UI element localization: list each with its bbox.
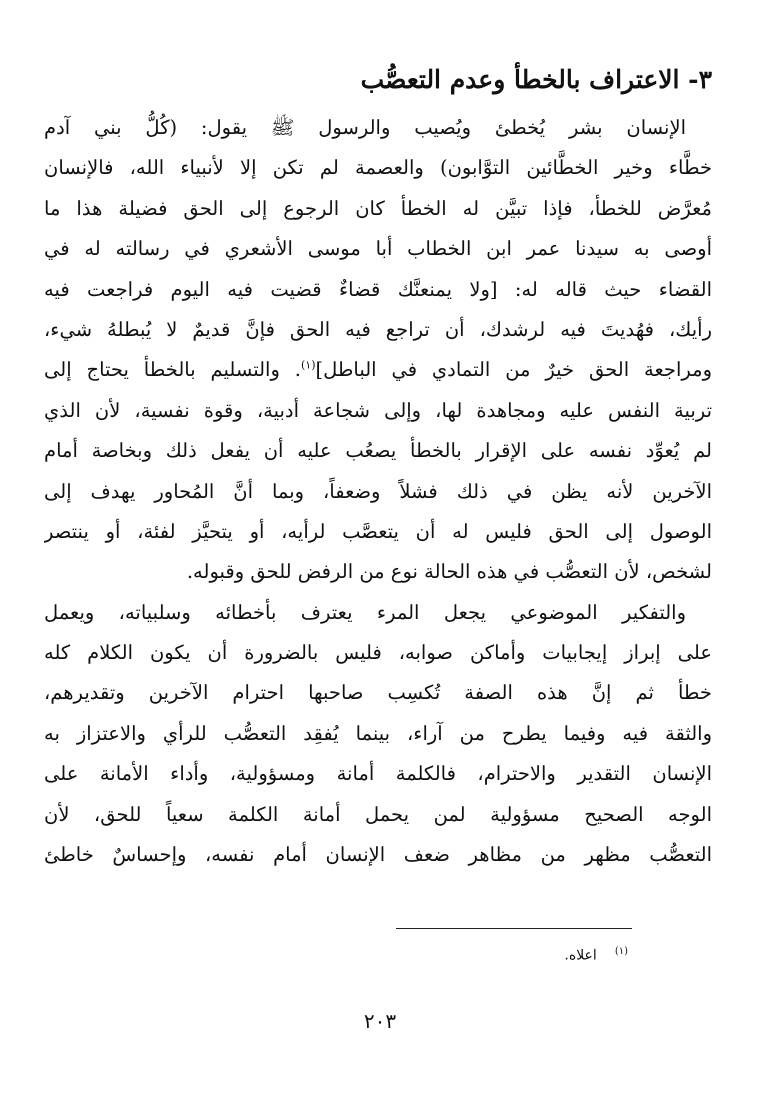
- text-line: الوصول إلى الحق فليس له أن يتعصَّب لرأيه، أو يتحيَّز لفئة، أو ينتصر: [44, 519, 712, 543]
- text-line: مُعرَّض للخطأ، فإذا تبيَّن له الخطأ كان الرجوع إلى الحق فضيلة هذا ما: [44, 196, 712, 220]
- text-line: الآخرين لأنه يظن في ذلك فشلاً وضعفاً، وبما أنَّ المُحاور يهدف إلى: [44, 479, 712, 503]
- text-line: لم يُعوِّد نفسه على الإقرار بالخطأ يصعُب عليه أن يفعل ذلك وبخاصة أمام: [44, 439, 712, 463]
- text-line: على إبراز إيجابيات وأماكن صوابه، فليس بالضرورة أن يكون الكلام كله: [44, 641, 712, 665]
- text-line: أوصى به سيدنا عمر ابن الخطاب أبا موسى الأشعري في رسالته له في: [44, 237, 712, 261]
- text-line: القضاء حيث قاله له: [ولا يمنعنَّك قضاءٌ قضيت فيه اليوم فراجعت فيه: [44, 277, 712, 301]
- text-line: والتفكير الموضوعي يجعل المرء يعترف بأخطائه وسلبياته، ويعمل: [44, 600, 686, 624]
- text-segment: ومراجعة الحق خيرٌ من التمادي في الباطل]: [315, 358, 712, 382]
- text-line: رأيك، فهُديتَ فيه لرشدك، أن تراجع فيه الحق فإنَّ قديمٌ لا يُبطلهُ شيء،: [44, 317, 712, 341]
- footnote-number: (١): [614, 946, 628, 957]
- footnote-divider: [396, 928, 632, 929]
- text-line: والثقة فيه وفيما يطرح من آراء، بينما يُفقِد التعصُّب للرأي والاعتزاز به: [44, 721, 712, 745]
- text-segment: . والتسليم بالخطأ يحتاج إلى: [44, 358, 301, 382]
- text-line: الإنسان بشر يُخطئ ويُصيب والرسول ﷺ يقول: (كُلُّ بني آدم: [44, 116, 686, 139]
- page-number: ٢٠٣: [363, 1009, 397, 1033]
- text-line-with-footnote: [44, 350, 712, 390]
- text-line: لشخص، لأن التعصُّب في هذه الحالة نوع من الرفض للحق وقبوله.: [186, 560, 712, 584]
- body-text: [44, 108, 712, 875]
- text-line: خطأ ثم إنَّ هذه الصفة تُكسِب صاحبها احترام الآخرين وتقديرهم،: [44, 681, 712, 705]
- text-line: تربية النفس عليه ومجاهدة لها، وإلى شجاعة أدبية، وقوة نفسية، لأن الذي: [44, 398, 712, 422]
- section-heading: ٣- الاعتراف بالخطأ وعدم التعصُّب: [360, 65, 712, 94]
- footnote-reference: (١): [300, 358, 316, 372]
- text-line: خطَّاء وخير الخطَّائين التوَّابون) والعصمة لم تكن إلا لأنبياء الله، فالإنسان: [44, 156, 712, 180]
- text-line: الإنسان التقدير والاحترام، فالكلمة أمانة ومسؤولية، وأداء الأمانة على: [44, 762, 712, 786]
- text-line: التعصُّب مظهر من مظاهر ضعف الإنسان أمام نفسه، وإحساسٌ خاطئ: [44, 843, 712, 867]
- text-line: الوجه الصحيح مسؤولية لمن يحمل أمانة الكلمة سعياً للحق، لأن: [44, 802, 712, 826]
- footnote-text: اعلاه.: [564, 947, 597, 964]
- footnote: [564, 940, 628, 968]
